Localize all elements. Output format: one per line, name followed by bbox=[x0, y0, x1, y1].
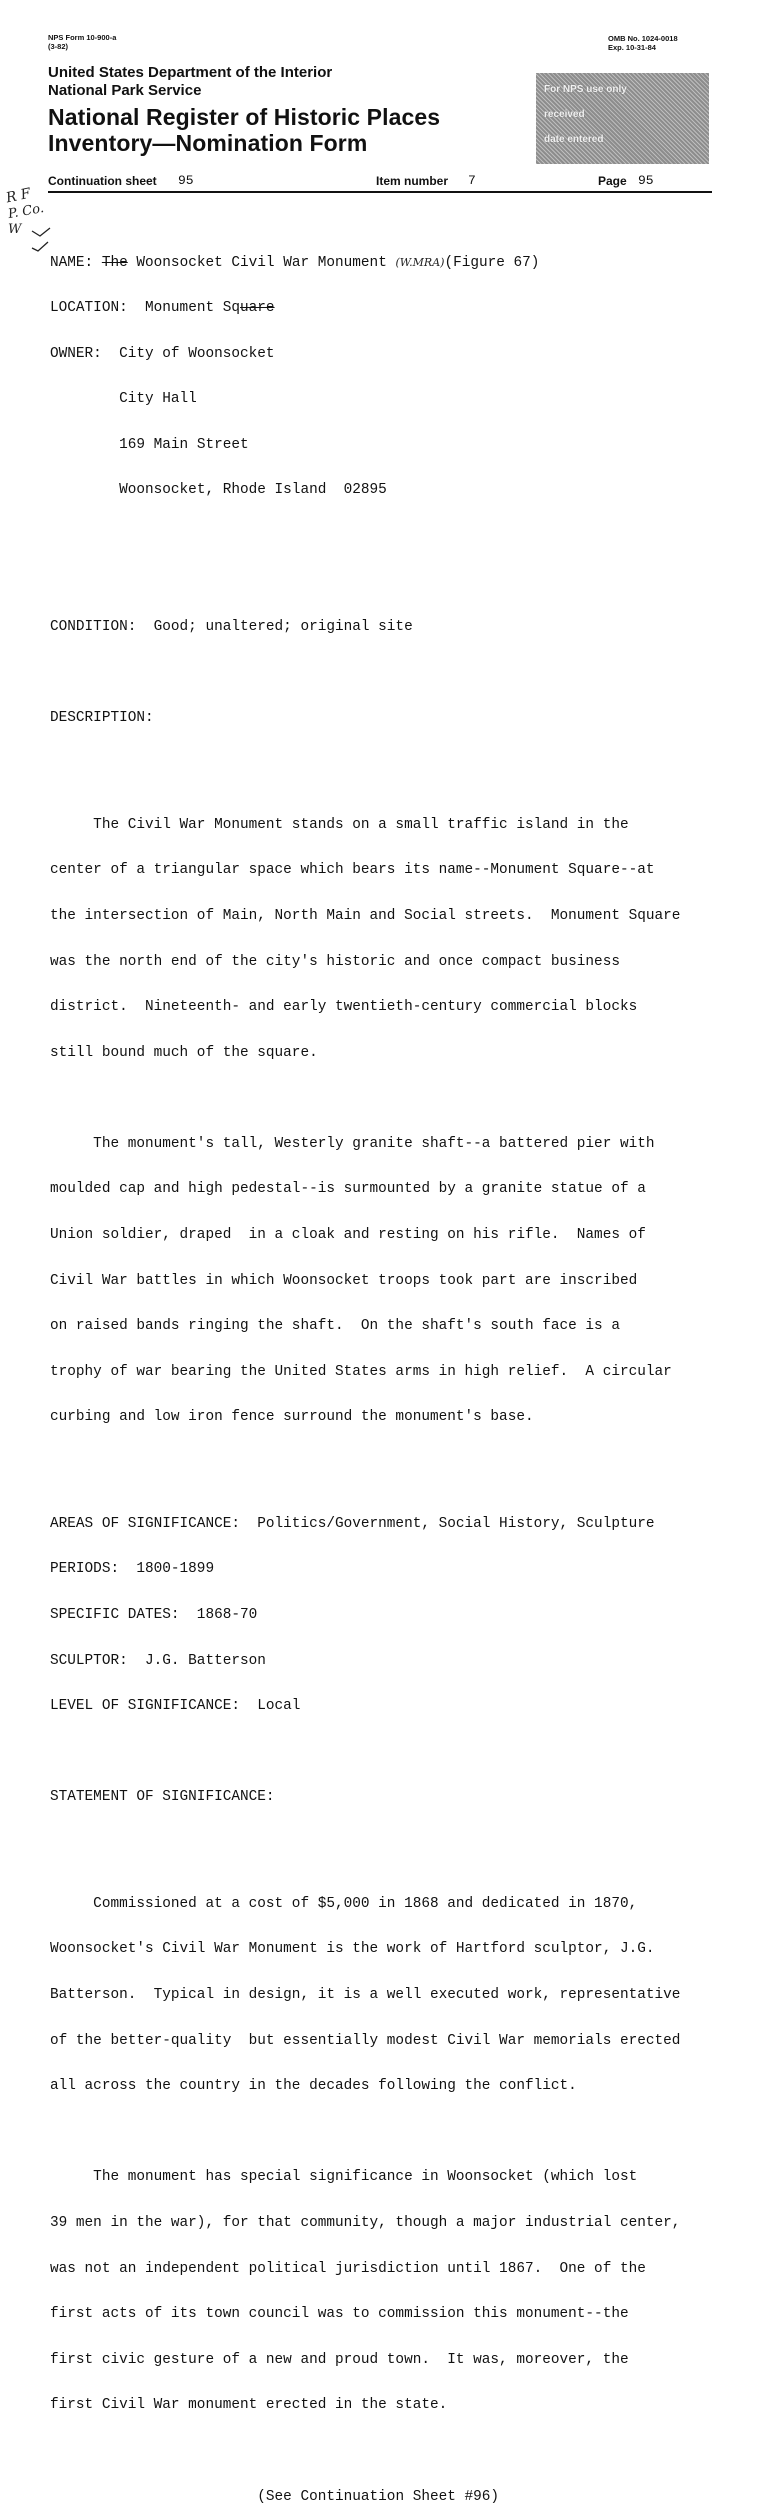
statement-line: first civic gesture of a new and proud town. It was, moreover, the bbox=[50, 2351, 629, 2368]
department-name: United States Department of the Interior bbox=[48, 64, 333, 81]
omb-expiry: Exp. 10-31-84 bbox=[608, 43, 656, 52]
check-mark-icon-2 bbox=[32, 242, 48, 251]
name-value: Woonsocket Civil War Monument bbox=[136, 255, 387, 272]
omb-block bbox=[608, 34, 678, 52]
form-title-line1: National Register of Historic Places bbox=[48, 104, 441, 130]
document-body bbox=[50, 225, 730, 2520]
owner-line bbox=[50, 347, 730, 362]
statement-line: first acts of its town council was to commission this monument--the bbox=[50, 2306, 629, 2323]
owner-address-line bbox=[50, 438, 730, 453]
owner-address-line bbox=[50, 483, 730, 498]
condition-line: CONDITION: Good; unaltered; original site bbox=[50, 619, 413, 636]
description-line: on raised bands ringing the shaft. On the shaft's south face is a bbox=[50, 1318, 620, 1335]
description-line: Union soldier, draped in a cloak and resting on his rifle. Names of bbox=[50, 1227, 646, 1244]
statement-line: of the better-quality but essentially modest Civil War memorials erected bbox=[50, 2032, 681, 2049]
continuation-sheet-value: 95 bbox=[178, 173, 194, 188]
name-line bbox=[50, 255, 730, 270]
description-line: still bound much of the square. bbox=[50, 1044, 318, 1061]
name-figure-ref: (Figure 67) bbox=[444, 255, 540, 272]
item-number-label: Item number bbox=[376, 174, 449, 188]
continuation-row bbox=[48, 174, 712, 192]
owner-label: OWNER: bbox=[50, 345, 102, 362]
see-continuation-note: (See Continuation Sheet #96) bbox=[257, 2488, 500, 2505]
owner-line-4: Woonsocket, Rhode Island 02895 bbox=[119, 482, 387, 499]
owner-line-3: 169 Main Street bbox=[119, 436, 249, 453]
location-value: Monument Sq bbox=[145, 300, 241, 316]
page-label: Page bbox=[598, 174, 627, 188]
received-label: received bbox=[544, 109, 585, 120]
significance-field: SPECIFIC DATES: 1868-70 bbox=[50, 1607, 258, 1624]
page-value: 95 bbox=[638, 173, 654, 188]
location-label: LOCATION: bbox=[50, 300, 128, 316]
name-label: NAME: bbox=[50, 255, 94, 272]
statement-heading: STATEMENT OF SIGNIFICANCE: bbox=[50, 1789, 275, 1806]
description-line: trophy of war bearing the United States arms in high relief. A circular bbox=[50, 1363, 672, 1380]
statement-line: Commissioned at a cost of $5,000 in 1868 and dedicated in 1870, bbox=[50, 1895, 638, 1912]
margin-note-1: R F bbox=[4, 185, 33, 207]
description-line: center of a triangular space which bears its name--Monument Square--at bbox=[50, 862, 655, 879]
name-struck-word: The bbox=[101, 255, 128, 272]
description-line: was the north end of the city's historic and once compact business bbox=[50, 953, 620, 970]
statement-line: all across the country in the decades following the conflict. bbox=[50, 2078, 577, 2095]
statement-line: Batterson. Typical in design, it is a well executed work, representative bbox=[50, 1986, 681, 2003]
continuation-sheet-label: Continuation sheet bbox=[48, 174, 157, 188]
description-line: the intersection of Main, North Main and Social streets. Monument Square bbox=[50, 907, 681, 924]
significance-field: SCULPTOR: J.G. Batterson bbox=[50, 1652, 266, 1669]
name-handwritten-insert: (W.MRA) bbox=[395, 256, 445, 270]
description-line: The Civil War Monument stands on a small traffic island in the bbox=[50, 816, 629, 833]
location-struck-suffix: uare bbox=[240, 300, 275, 316]
significance-field: PERIODS: 1800-1899 bbox=[50, 1561, 215, 1578]
form-date: (3-82) bbox=[48, 42, 69, 51]
statement-line: was not an independent political jurisdiction until 1867. One of the bbox=[50, 2260, 646, 2277]
description-line: Civil War battles in which Woonsocket troops took part are inscribed bbox=[50, 1272, 638, 1289]
form-title bbox=[48, 104, 440, 156]
description-line: curbing and low iron fence surround the monument's base. bbox=[50, 1409, 534, 1426]
agency-heading bbox=[48, 64, 332, 100]
statement-line: Woonsocket's Civil War Monument is the work of Hartford sculptor, J.G. bbox=[50, 1941, 655, 1958]
form-number: NPS Form 10-900-a bbox=[48, 33, 117, 42]
significance-field: LEVEL OF SIGNIFICANCE: Local bbox=[50, 1698, 301, 1715]
owner-address-line bbox=[50, 392, 730, 407]
margin-note-2: P. Co. bbox=[6, 200, 46, 223]
significance-field: AREAS OF SIGNIFICANCE: Politics/Government, Social History, Sculpture bbox=[50, 1515, 655, 1532]
statement-line: The monument has special significance in Woonsocket (which lost bbox=[50, 2169, 638, 2186]
item-number-value: 7 bbox=[468, 173, 476, 188]
omb-number: OMB No. 1024-0018 bbox=[608, 34, 678, 43]
header-rule bbox=[48, 191, 712, 193]
form-title-line2: Inventory—Nomination Form bbox=[48, 130, 368, 156]
nps-use-only-label: For NPS use only bbox=[544, 84, 627, 95]
description-line: district. Nineteenth- and early twentieth-century commercial blocks bbox=[50, 999, 638, 1016]
owner-line-1: City of Woonsocket bbox=[119, 345, 275, 362]
continuation-note bbox=[50, 2490, 730, 2505]
description-heading: DESCRIPTION: bbox=[50, 710, 154, 727]
date-entered-label: date entered bbox=[544, 134, 604, 145]
owner-line-2: City Hall bbox=[119, 391, 197, 408]
description-line: moulded cap and high pedestal--is surmounted by a granite statue of a bbox=[50, 1181, 646, 1198]
margin-note-3: W bbox=[8, 222, 22, 237]
description-line: The monument's tall, Westerly granite shaft--a battered pier with bbox=[50, 1135, 655, 1152]
location-line bbox=[50, 301, 730, 316]
statement-line: first Civil War monument erected in the state. bbox=[50, 2397, 448, 2414]
nps-use-only-box bbox=[536, 73, 709, 164]
form-number-block bbox=[48, 33, 116, 51]
statement-line: 39 men in the war), for that community, though a major industrial center, bbox=[50, 2214, 681, 2231]
service-name: National Park Service bbox=[48, 82, 202, 99]
check-mark-icon-1 bbox=[32, 228, 50, 236]
